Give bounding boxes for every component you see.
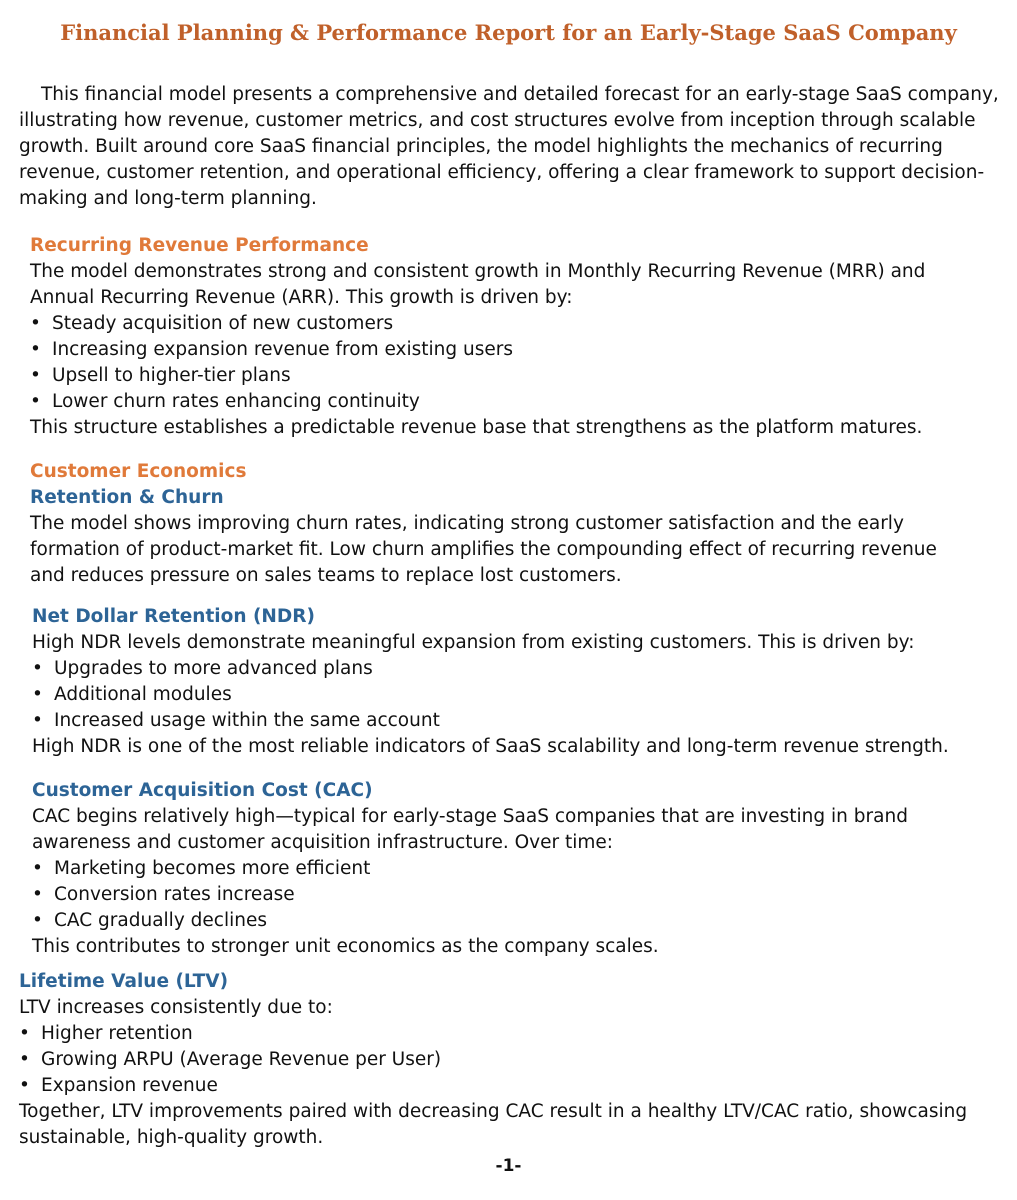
cac-section	[32, 778, 1012, 960]
bullet-icon: •	[32, 684, 43, 705]
report-title: Financial Planning & Performance Report for an Early-Stage SaaS Company	[60, 20, 957, 45]
list-item: • Expansion revenue	[19, 1073, 994, 1099]
recurring-revenue-closing: This structure establishes a predictable revenue base that strengthens as the platform matures.	[30, 417, 923, 438]
customer-economics-section	[30, 459, 960, 589]
recurring-revenue-heading: Recurring Revenue Performance	[30, 235, 369, 256]
bullet-icon: •	[32, 884, 43, 905]
bullet-icon: •	[32, 658, 43, 679]
list-item: • Lower churn rates enhancing continuity	[30, 389, 990, 415]
bullet-icon: •	[19, 1049, 30, 1070]
ndr-heading: Net Dollar Retention (NDR)	[32, 606, 315, 627]
intro-paragraph: This financial model presents a comprehensive and detailed forecast for an early-stage SaaS company, illustrating how revenue, customer metrics, and cost structures evolve from inception through scalable growth. Built around core SaaS financial principles, the model highlights the mechanics of recurring revenue, customer retention, and operational efficiency, offering a clear framework to support decision-making and long-term planning.	[19, 84, 999, 209]
ltv-text: LTV increases consistently due to:	[19, 997, 333, 1018]
bullet-icon: •	[30, 365, 41, 386]
list-item: • Increasing expansion revenue from existing users	[30, 337, 990, 363]
bullet-icon: •	[30, 339, 41, 360]
list-item: • Upgrades to more advanced plans	[32, 656, 992, 682]
ndr-list	[32, 656, 992, 734]
list-item: • Conversion rates increase	[32, 882, 1012, 908]
cac-text: CAC begins relatively high—typical for early-stage SaaS companies that are investing in brand awareness and customer acquisition infrastructure. Over time:	[32, 806, 908, 853]
bullet-icon: •	[30, 391, 41, 412]
cac-list	[32, 856, 1012, 934]
cac-heading: Customer Acquisition Cost (CAC)	[32, 780, 373, 801]
ltv-section	[19, 969, 994, 1151]
cac-closing: This contributes to stronger unit economics as the company scales.	[32, 936, 659, 957]
bullet-icon: •	[32, 910, 43, 931]
ndr-closing: High NDR is one of the most reliable indicators of SaaS scalability and long-term revenue strength.	[32, 736, 949, 757]
retention-churn-heading: Retention & Churn	[30, 487, 224, 508]
list-item: • Higher retention	[19, 1021, 994, 1047]
bullet-icon: •	[19, 1023, 30, 1044]
list-item: • Upsell to higher-tier plans	[30, 363, 990, 389]
retention-churn-text: The model shows improving churn rates, indicating strong customer satisfaction and the early formation of product-market fit. Low churn amplifies the compounding effect of recurring revenue and reduces pressure on sales teams to replace lost customers.	[30, 513, 937, 586]
list-item: • Growing ARPU (Average Revenue per User)	[19, 1047, 994, 1073]
ndr-text: High NDR levels demonstrate meaningful expansion from existing customers. This is driven by:	[32, 632, 915, 653]
bullet-icon: •	[32, 710, 43, 731]
list-item: • Increased usage within the same account	[32, 708, 992, 734]
ndr-section	[32, 604, 992, 760]
bullet-icon: •	[32, 858, 43, 879]
customer-economics-heading: Customer Economics	[30, 461, 247, 482]
recurring-revenue-section	[30, 233, 990, 441]
bullet-icon: •	[19, 1075, 30, 1096]
ltv-heading: Lifetime Value (LTV)	[19, 971, 229, 992]
ltv-list	[19, 1021, 994, 1099]
list-item: • Additional modules	[32, 682, 992, 708]
list-item: • CAC gradually declines	[32, 908, 1012, 934]
bullet-icon: •	[30, 313, 41, 334]
recurring-revenue-text: The model demonstrates strong and consistent growth in Monthly Recurring Revenue (MRR) and Annual Recurring Revenue (ARR). This growth is driven by:	[30, 261, 926, 308]
ltv-closing: Together, LTV improvements paired with decreasing CAC result in a healthy LTV/CAC ratio, showcasing sustainable, high-quality growth.	[19, 1101, 968, 1148]
page-number: -1-	[495, 1156, 522, 1176]
recurring-revenue-list	[30, 311, 990, 415]
list-item: • Steady acquisition of new customers	[30, 311, 990, 337]
list-item: • Marketing becomes more efficient	[32, 856, 1012, 882]
